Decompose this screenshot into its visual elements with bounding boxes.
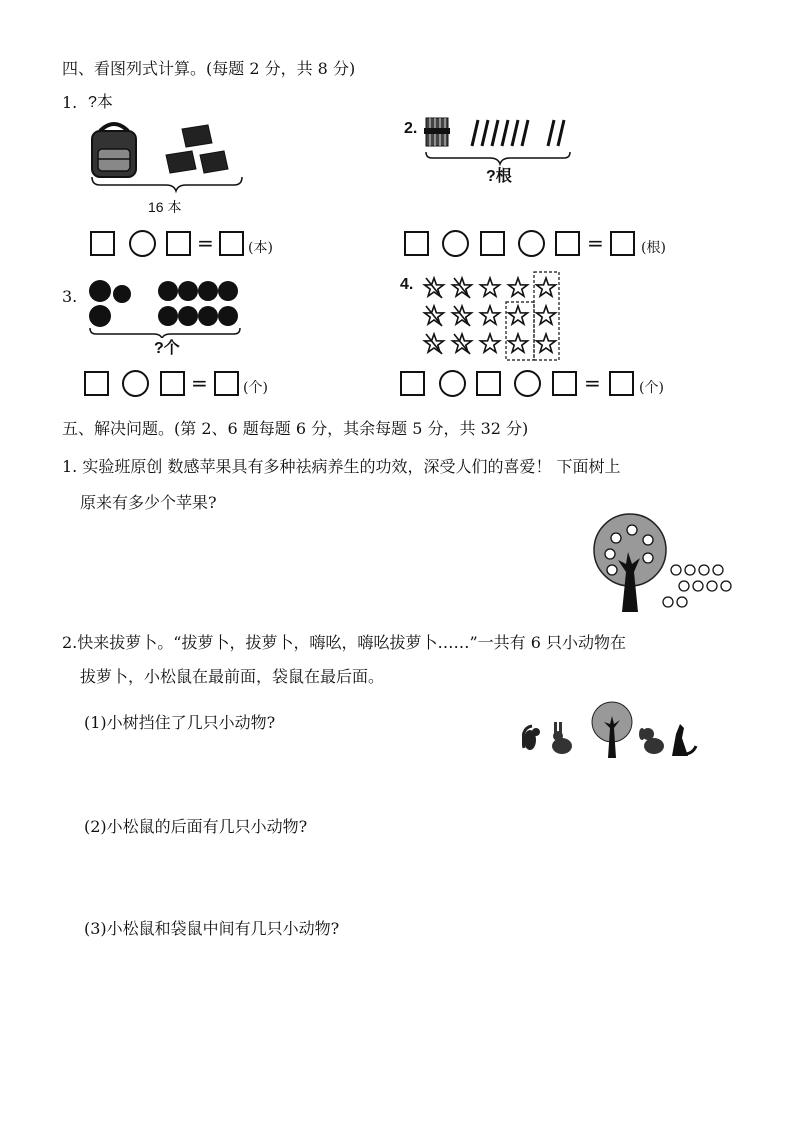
equals-sign: = [197,231,214,255]
q4-number: 4. [400,276,414,293]
stick-icons [548,120,564,146]
q3-question-label: ?个 [154,340,180,357]
p2-line1: 2.快来拔萝卜。“拔萝卜，拔萝卜，嗨吆，嗨吆拔萝卜……”一共有 6 只小动物在 [62,633,626,652]
q2-unit: (根) [641,240,666,256]
q2-question-label: ?根 [486,168,512,185]
q3-fruits-illustration [86,276,256,338]
apple-tree-illustration [592,512,738,616]
section5-heading: 五、解决问题。(第 2、6 题每题 6 分，其余每题 5 分，共 32 分) [62,419,529,438]
answer-box[interactable] [166,231,191,256]
operator-circle[interactable] [442,230,469,257]
answer-box[interactable] [90,231,115,256]
rabbit-icon [552,722,572,754]
q1-books-illustration [86,115,256,195]
operator-circle[interactable] [439,370,466,397]
q1-unit: (本) [248,240,273,256]
operator-circle[interactable] [514,370,541,397]
cross-out-marks [426,278,470,354]
answer-box[interactable] [404,231,429,256]
star-icons [425,278,556,352]
answer-box[interactable] [610,231,635,256]
kangaroo-icon [672,724,696,756]
p1-line2: 原来有多少个苹果? [80,493,217,512]
answer-box[interactable] [552,371,577,396]
answer-box[interactable] [476,371,501,396]
answer-box[interactable] [480,231,505,256]
stick-icons [472,120,528,146]
book-icon [166,151,196,173]
q1-question-label: ?本 [88,94,113,111]
answer-box[interactable] [219,231,244,256]
q4-unit: (个) [639,380,664,396]
answer-box[interactable] [400,371,425,396]
equals-sign: = [587,231,604,255]
stick-bundle-icon [424,118,450,146]
q3-unit: (个) [243,380,268,396]
q2-number: 2. [404,120,418,137]
brace [92,177,242,191]
backpack-icon [92,124,136,177]
p2-sub3: (3)小松鼠和袋鼠中间有几只小动物? [84,919,340,938]
operator-circle[interactable] [129,230,156,257]
q4-stars-illustration [418,266,568,364]
answer-box[interactable] [214,371,239,396]
operator-circle[interactable] [122,370,149,397]
p2-line2: 拔萝卜，小松鼠在最前面，袋鼠在最后面。 [80,667,385,686]
dog-icon [639,728,664,754]
book-icon [200,151,228,173]
animals-illustration [522,698,698,762]
tree-icon [592,702,632,758]
answer-box[interactable] [555,231,580,256]
q3-number: 3. [62,287,78,306]
answer-box[interactable] [160,371,185,396]
p2-sub2: (2)小松鼠的后面有几只小动物? [84,817,308,836]
brace [90,328,240,338]
equals-sign: = [584,371,601,395]
brace [426,152,570,164]
p1-line1: 1. 实验班原创 数感苹果具有多种祛病养生的功效，深受人们的喜爱！ 下面树上 [62,457,621,476]
section4-heading: 四、看图列式计算。(每题 2 分，共 8 分) [62,59,356,78]
q1-number: 1. [62,93,78,112]
fruit-icons [89,280,238,327]
squirrel-icon [523,726,540,750]
answer-box[interactable] [609,371,634,396]
q1-total-label: 16 本 [148,199,182,215]
book-icon [182,125,212,147]
p2-sub1: (1)小树挡住了几只小动物? [84,713,276,732]
equals-sign: = [191,371,208,395]
answer-box[interactable] [84,371,109,396]
operator-circle[interactable] [518,230,545,257]
